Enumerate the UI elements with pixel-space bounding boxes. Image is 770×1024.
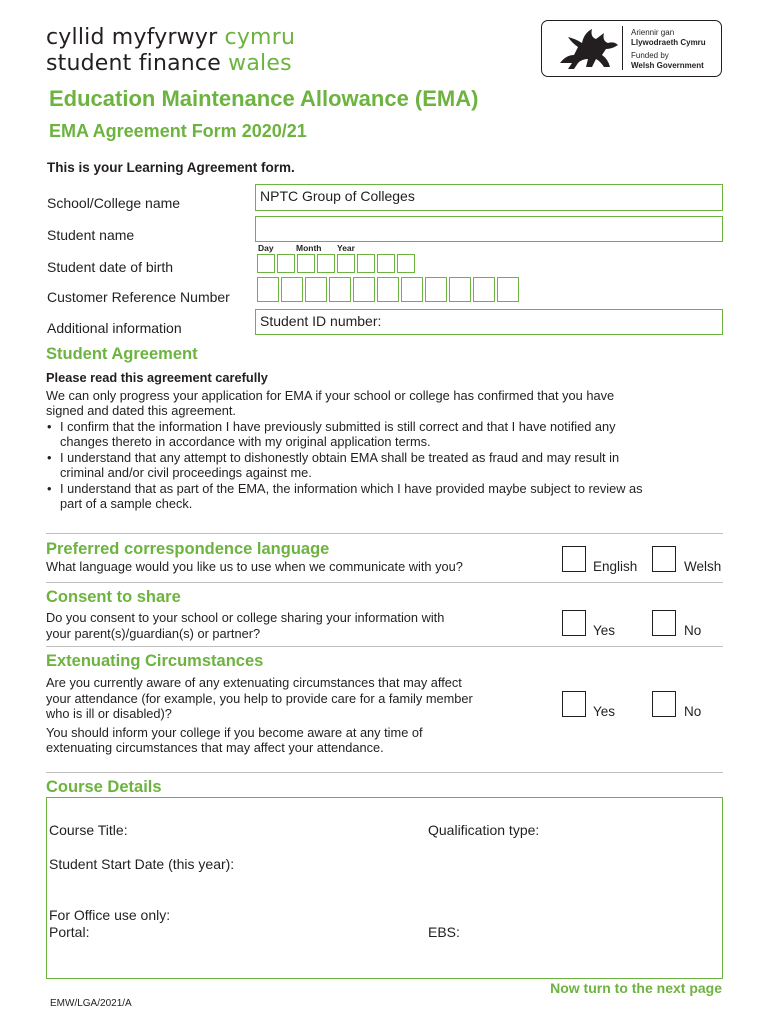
dob-day-header: Day — [258, 243, 274, 253]
crn-digit[interactable] — [449, 277, 471, 302]
crn-digit[interactable] — [353, 277, 375, 302]
crn-digit[interactable] — [329, 277, 351, 302]
gov-text — [631, 28, 706, 71]
course-title-label: Course Title: — [49, 822, 128, 838]
student-name-field[interactable] — [255, 216, 723, 242]
agreement-para-line: We can only progress your application for EMA if your school or college has confirmed that you have — [46, 387, 615, 403]
gov-line1: Ariennir gan — [631, 28, 675, 37]
intro-text: This is your Learning Agreement form. — [47, 160, 295, 175]
logo-welsh — [46, 25, 295, 50]
agreement-heading: Student Agreement — [46, 345, 198, 363]
extenuating-line: your attendance (for example, you help to provide care for a family member — [46, 690, 473, 706]
additional-label: Additional information — [47, 320, 182, 336]
additional-value: Student ID number: — [260, 313, 382, 329]
page-subtitle: EMA Agreement Form 2020/21 — [49, 121, 307, 141]
bullet-line: criminal and/or civil proceedings against me. — [60, 465, 312, 480]
consent-no-checkbox[interactable] — [652, 610, 676, 636]
extenuating-line: You should inform your college if you become aware at any time of — [46, 724, 423, 740]
extenuating-line: extenuating circumstances that may affect your attendance. — [46, 740, 384, 755]
crn-label: Customer Reference Number — [47, 289, 230, 305]
language-question: What language would you like us to use when we communicate with you? — [46, 559, 463, 574]
school-field[interactable] — [255, 184, 723, 211]
bullet-line: • I confirm that the information I have previously submitted is still correct and that I have notified any — [60, 418, 616, 434]
course-heading: Course Details — [46, 778, 162, 796]
extenuating-text — [46, 675, 546, 756]
crn-digit[interactable] — [425, 277, 447, 302]
consent-line: Do you consent to your school or college sharing your information with — [46, 610, 445, 625]
divider — [46, 582, 723, 583]
consent-yes-label: Yes — [593, 623, 616, 638]
gov-line2: Llywodraeth Cymru — [631, 38, 706, 47]
logo-welsh-black: cyllid myfyrwyr — [46, 25, 218, 50]
school-label: School/College name — [47, 195, 181, 211]
divider — [46, 646, 723, 647]
dob-month-header: Month — [296, 243, 322, 253]
logo-english-green: wales — [228, 51, 292, 76]
logo-welsh-green: cymru — [224, 25, 296, 50]
extenuating-line: Are you currently aware of any extenuating circumstances that may affect — [46, 675, 462, 690]
extenuating-no-checkbox[interactable] — [652, 691, 676, 717]
language-heading: Preferred correspondence language — [46, 540, 330, 558]
english-label: English — [593, 559, 638, 574]
crn-digit[interactable] — [473, 277, 495, 302]
agreement-bullet — [60, 481, 726, 512]
extenuating-yes-label: Yes — [593, 704, 616, 719]
bullet-line: • I understand that any attempt to dishonestly obtain EMA shall be treated as fraud and may result in — [60, 449, 620, 465]
agreement-body — [46, 370, 726, 512]
consent-heading: Consent to share — [46, 588, 181, 606]
dob-digit[interactable] — [317, 254, 335, 273]
welsh-dragon-icon — [552, 25, 622, 73]
logo-english-black: student finance — [46, 51, 221, 76]
consent-yes-checkbox[interactable] — [562, 610, 586, 636]
divider — [46, 772, 723, 773]
dob-digit[interactable] — [257, 254, 275, 273]
gov-line3: Funded by — [631, 51, 669, 60]
start-date-label: Student Start Date (this year): — [49, 856, 235, 872]
bullet-line: • I understand that as part of the EMA, the information which I have provided maybe subject to review as — [60, 480, 643, 496]
welsh-checkbox[interactable] — [652, 546, 676, 572]
bullet-line: changes thereto in accordance with my original application terms. — [60, 434, 431, 449]
crn-digit[interactable] — [281, 277, 303, 302]
crn-digit[interactable] — [257, 277, 279, 302]
crn-digit[interactable] — [305, 277, 327, 302]
logo-english — [46, 51, 292, 76]
welsh-label: Welsh — [684, 559, 722, 574]
dob-label: Student date of birth — [47, 259, 174, 275]
extenuating-line: who is ill or disabled)? — [46, 706, 172, 721]
next-page-note: Now turn to the next page — [550, 980, 722, 996]
agreement-subheading: Please read this agreement carefully — [46, 370, 268, 385]
divider — [46, 533, 723, 534]
agreement-para-line: signed and dated this agreement. — [46, 403, 236, 418]
ebs-label: EBS: — [428, 924, 460, 940]
school-value: NPTC Group of Colleges — [260, 188, 415, 204]
dob-year-header: Year — [337, 243, 355, 253]
gov-line4: Welsh Government — [631, 61, 704, 70]
dob-digit[interactable] — [357, 254, 375, 273]
office-use-label: For Office use only: — [49, 907, 171, 923]
agreement-bullet — [60, 450, 726, 481]
dob-digit[interactable] — [277, 254, 295, 273]
qualification-type-label: Qualification type: — [428, 822, 540, 838]
consent-line: your parent(s)/guardian(s) or partner? — [46, 625, 261, 641]
bullet-line: part of a sample check. — [60, 496, 193, 511]
consent-no-label: No — [684, 623, 702, 638]
dob-digit[interactable] — [377, 254, 395, 273]
extenuating-yes-checkbox[interactable] — [562, 691, 586, 717]
crn-digit[interactable] — [497, 277, 519, 302]
portal-label: Portal: — [49, 924, 90, 940]
agreement-bullet — [60, 419, 726, 450]
crn-digit[interactable] — [377, 277, 399, 302]
english-checkbox[interactable] — [562, 546, 586, 572]
dob-digit[interactable] — [337, 254, 355, 273]
dob-digit[interactable] — [297, 254, 315, 273]
extenuating-heading: Extenuating Circumstances — [46, 652, 264, 670]
consent-text — [46, 610, 444, 641]
page-title: Education Maintenance Allowance (EMA) — [49, 86, 479, 111]
additional-field[interactable] — [255, 309, 723, 335]
course-details-box — [46, 797, 723, 979]
form-reference: EMW/LGA/2021/A — [50, 998, 132, 1009]
dob-digit[interactable] — [397, 254, 415, 273]
extenuating-no-label: No — [684, 704, 702, 719]
crn-digit[interactable] — [401, 277, 423, 302]
agreement-list — [46, 419, 726, 512]
student-name-label: Student name — [47, 227, 135, 243]
